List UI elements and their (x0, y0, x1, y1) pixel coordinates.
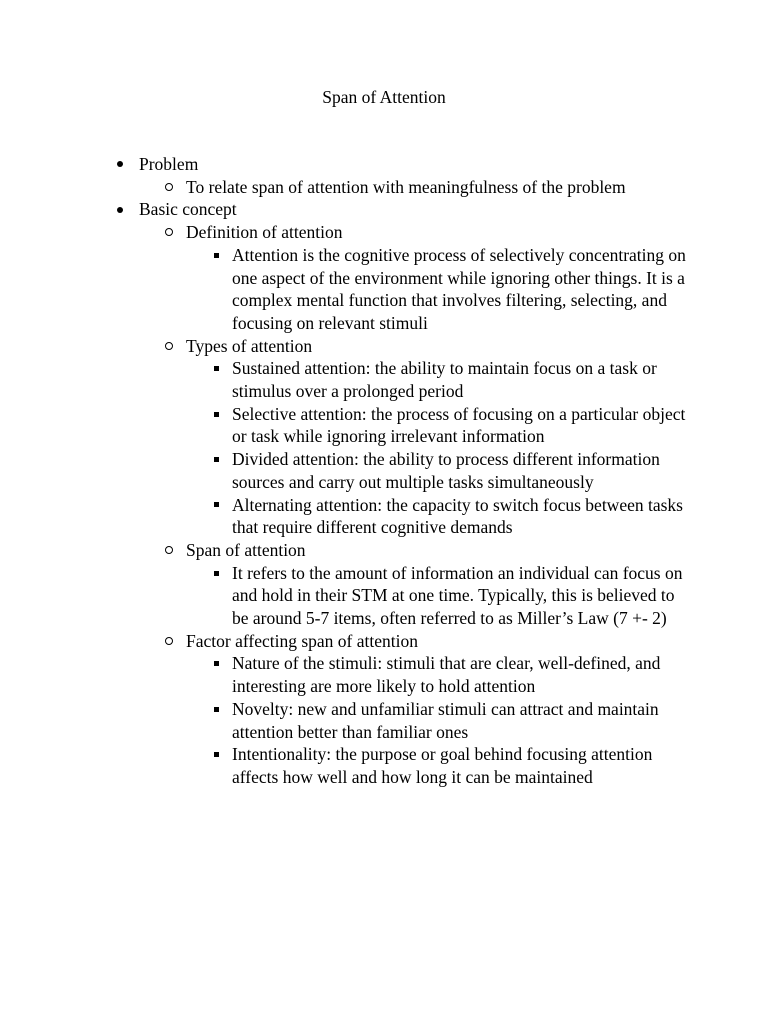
document-title: Span of Attention (322, 87, 446, 107)
detail-item-text: Novelty: new and unfamiliar stimuli can attract and maintain attention better than familiar ones (232, 698, 659, 742)
outline-list (0, 153, 768, 789)
sub-item-label: Factor affecting span of attention (186, 630, 418, 651)
detail-item-text: Alternating attention: the capacity to switch focus between tasks that require different cognitive demands (232, 494, 683, 538)
document-content (0, 153, 768, 789)
detail-item (232, 562, 692, 630)
detail-item-text: Selective attention: the process of focusing on a particular object or task while ignoring irrelevant information (232, 403, 686, 447)
sub-item-span (186, 539, 768, 630)
circle-bullet-icon (161, 630, 177, 653)
detail-list (232, 652, 692, 788)
detail-list (232, 357, 692, 539)
circle-bullet-icon (161, 335, 177, 358)
detail-item (232, 403, 692, 448)
detail-item-text: It refers to the amount of information an individual can focus on and hold in their STM at one time. Typically, this is believed to be around 5-7 items, often referred to as Miller’s Law (7 +- 2) (232, 562, 683, 629)
detail-item (232, 448, 692, 493)
outline-item-label: Basic concept (139, 199, 237, 220)
detail-item (232, 494, 692, 539)
detail-item (232, 244, 692, 335)
circle-bullet-icon (161, 221, 177, 244)
sub-item-definition (186, 221, 768, 335)
square-bullet-icon (208, 494, 224, 517)
square-bullet-icon (208, 698, 224, 721)
square-bullet-icon (208, 743, 224, 766)
sub-item-label: To relate span of attention with meaningfulness of the problem (186, 176, 626, 197)
square-bullet-icon (208, 403, 224, 426)
sub-item-label: Definition of attention (186, 222, 343, 243)
detail-item (232, 698, 692, 743)
sub-item-label: Types of attention (186, 335, 313, 356)
detail-item (232, 652, 692, 697)
sub-item (186, 176, 768, 199)
sub-item-factors (186, 630, 768, 789)
square-bullet-icon (208, 244, 224, 267)
outline-item-problem (0, 153, 768, 198)
disc-bullet-icon (112, 198, 128, 221)
outline-item-label: Problem (139, 154, 199, 174)
sub-item-label: Span of attention (186, 539, 306, 560)
outline-item-basic-concept (0, 198, 768, 788)
sub-item-types (186, 335, 768, 539)
detail-item-text: Nature of the stimuli: stimuli that are clear, well-defined, and interesting are more likely to hold attention (232, 653, 661, 697)
square-bullet-icon (208, 562, 224, 585)
circle-bullet-icon (161, 539, 177, 562)
detail-item (232, 357, 692, 402)
detail-list (232, 562, 692, 630)
detail-item (232, 743, 692, 788)
detail-item-text: Attention is the cognitive process of selectively concentrating on one aspect of the environment while ignoring other things. It is a complex mental function that involves filtering, selecting, and focusing on relevant stimuli (232, 244, 686, 333)
square-bullet-icon (208, 357, 224, 380)
sub-list (186, 176, 768, 199)
detail-item-text: Sustained attention: the ability to maintain focus on a task or stimulus over a prolonged period (232, 358, 657, 402)
detail-item-text: Divided attention: the ability to process different information sources and carry out multiple tasks simultaneously (232, 449, 660, 492)
square-bullet-icon (208, 448, 224, 471)
circle-bullet-icon (161, 176, 177, 199)
detail-list (232, 244, 692, 335)
square-bullet-icon (208, 652, 224, 675)
disc-bullet-icon (112, 153, 128, 176)
detail-item-text: Intentionality: the purpose or goal behind focusing attention affects how well and how long it can be maintained (232, 744, 653, 787)
sub-list (186, 221, 768, 789)
